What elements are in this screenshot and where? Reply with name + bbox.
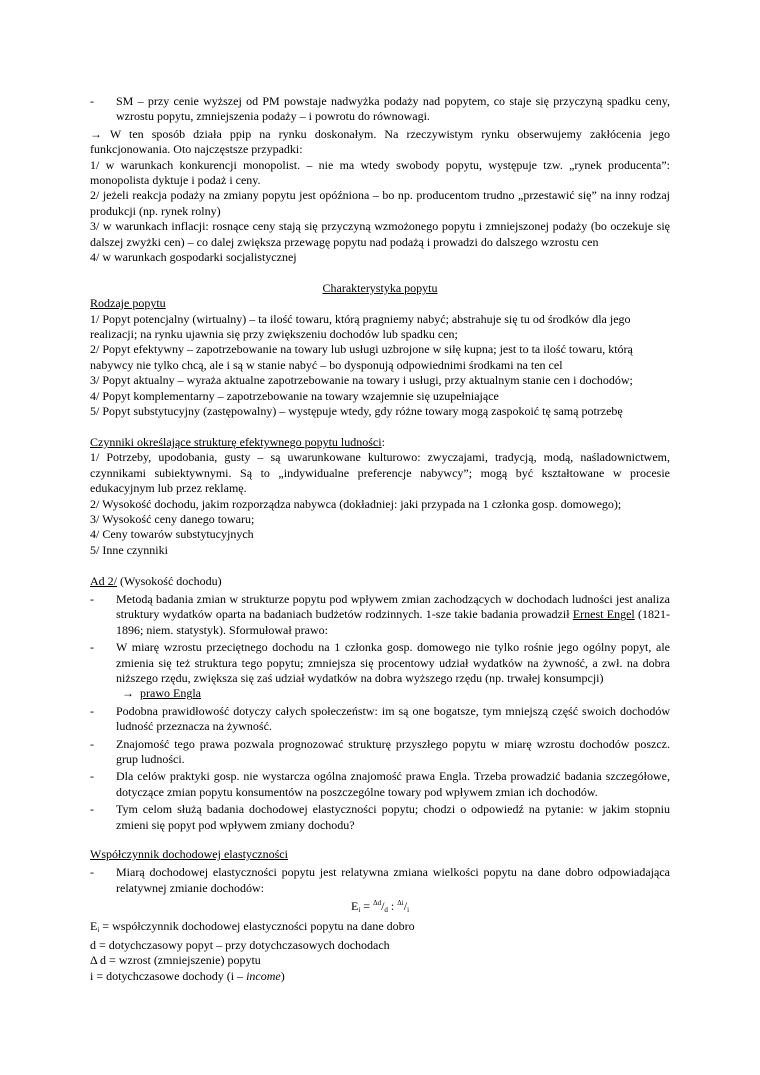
factor-2: 2/ Wysokość dochodu, jakim rozporządza nabywca (dokładniej: jaki przypada na 1 członka gosp. domowego); <box>90 496 622 511</box>
subtitle-rodzaje: Rodzaje popytu <box>90 296 166 311</box>
definition-ei: $E_i$ = współczynnik dochodowej elastyczności popytu na dane dobro <box>90 918 415 934</box>
sm-bullet <box>90 94 670 125</box>
factor-1: 1/ Potrzeby, upodobania, gusty – są uwarunkowane kulturowo: zwyczajami, tradycją, modą, naśladownictwem, czynnikami subiektywnymi. Są to „indywidualne preferencje nabywcy”; mogą być kształtowane w procesie edukacyjnym lub przez reklamę. <box>90 450 670 496</box>
bullet-dash: - <box>90 736 94 751</box>
bullet-dash: - <box>90 703 94 718</box>
case-1: 1/ w warunkach konkurencji monopolist. – nie ma wtedy swobody popytu, występuje tzw. „rynek producenta”: monopolista dyktuje i podaż i ceny. <box>90 157 670 188</box>
ppip-paragraph: → W ten sposób działa ppip na rynku doskonałym. Na rzeczywistym rynku obserwujemy zakłócenia jego funkcjonowania. Oto najczęstsze przypadki: <box>90 126 670 157</box>
type-1: 1/ Popyt potencjalny (wirtualny) – ta ilość towaru, którą pragniemy nabyć; abstrahuje się tu od środków dla jego realizacji; na rynku ujawnia się przy zwiększeniu dochodów lub spadku cen; <box>90 311 631 342</box>
engel-bullet-6: - Tym celom służą badania dochodowej elastyczności popytu; chodzi o odpowiedź na pytanie: w jakim stopniu zmieni się popyt pod wpływem zmiany dochodu? <box>90 802 670 832</box>
bullet-dash: - <box>90 591 94 606</box>
type-4: 4/ Popyt komplementarny – zapotrzebowanie na towary wzajemnie się uzupełniające <box>90 388 499 403</box>
type-5: 5/ Popyt substytucyjny (zastępowalny) – występuje wtedy, gdy różne towary mogą zaspokoić tę samą potrzebę <box>90 404 623 419</box>
engel-law-label: prawo Engla <box>140 686 201 701</box>
factor-5: 5/ Inne czynniki <box>90 542 168 557</box>
engel-name: Ernest Engel <box>572 607 635 622</box>
engel-bullet-3: - Podobna prawidłowość dotyczy całych społeczeństw: im są one bogatsze, tym mniejszą część swoich dochodów ludność przeznacza na żywność. <box>90 703 670 734</box>
engel-bullet-1: - Metodą badania zmian w strukturze popytu pod wpływem zmian zachodzących w dochodach ludności jest analiza struktury wydatków oparta na badaniach budżetów rodzinnych. 1-sze takie badania prowadził Ernest Engel (1821-1896; niem. statystyk). Sformułował prawo: <box>90 591 670 637</box>
engel-bullet-2: - W miarę wzrostu przeciętnego dochodu na 1 członka gosp. domowego nie tylko rośnie jego ogólny popyt, ale zmienia się też struktura tego popytu; zmniejsza się procentowy udział wydatków na żywność, a zwł. na dobra niższego rzędu, zwiększa się zaś udział wydatków na dobra wyższego rzędu (np. trwałej konsumpcji) → prawo Engla <box>90 640 670 701</box>
sm-bullet-text: SM – przy cenie wyższej od PM powstaje nadwyżka podaży nad popytem, co staje się przyczyną spadku ceny, wzrostu popytu, zmniejszenia podaży – i powrotu do równowagi. <box>116 94 670 124</box>
definition-i: i = dotychczasowe dochody (i – income) <box>90 968 285 983</box>
case-4: 4/ w warunkach gospodarki socjalistycznej <box>90 250 297 265</box>
bullet-dash: - <box>90 769 94 784</box>
bullet-dash: - <box>90 865 94 880</box>
factor-4: 4/ Ceny towarów substytucyjnych <box>90 527 254 542</box>
definition-delta-d: Δ d = wzrost (zmniejszenie) popytu <box>90 953 261 968</box>
bullet-dash: - <box>90 802 94 817</box>
elasticity-formula: $E_i = ^{\Delta d}/_d$ : $^{\Delta i}/_i$ <box>350 899 410 915</box>
type-3: 3/ Popyt aktualny – wyraża aktualne zapotrzebowanie na towary i usługi, przy aktualnym stanie cen i dochodów; <box>90 373 633 388</box>
section-title-charakterystyka <box>90 281 670 296</box>
bullet-dash: - <box>90 94 94 108</box>
arrow-glyph: → <box>122 686 134 701</box>
case-3: 3/ w warunkach inflacji: rosnące ceny stają się przyczyną wzmożonego popytu i zmniejszonej podaży (bo oczekuje się dalszej zwyżki cen) – co dalej zwiększa przewagę popytu nad podażą i prowadzi do dalszego wzrostu cen <box>90 219 670 249</box>
document-page <box>90 94 670 984</box>
definition-d: d = dotychczasowy popyt – przy dotychczasowych dochodach <box>90 938 390 953</box>
engel-bullet-4: - Znajomość tego prawa pozwala prognozować strukturę przyszłego popytu w miarę wzrostu dochodów poszcz. grup ludności. <box>90 736 670 767</box>
section-title-text: Charakterystyka popytu <box>322 280 438 295</box>
subtitle-czynniki: Czynniki określające strukturę efektywnego popytu ludności: <box>90 434 385 449</box>
case-2: 2/ jeżeli reakcja podaży na zmiany popytu jest opóźniona – bo np. producentom trudno „przestawić się” na inny rodzaj produkcji (np. rynek rolny) <box>90 188 670 218</box>
engel-bullet-5: - Dla celów praktyki gosp. nie wystarcza ogólna znajomość prawa Engla. Trzeba prowadzić badania szczegółowe, dotyczące zmian popytu konsumentów na poszczególne towary pod wpływem zmian ich dochodów. <box>90 769 670 799</box>
subtitle-ad2: Ad 2/ (Wysokość dochodu) <box>90 573 222 588</box>
bullet-dash: - <box>90 640 94 655</box>
elasticity-bullet: - Miarą dochodowej elastyczności popytu jest relatywna zmiana wielkości popytu na dane dobro odpowiadająca relatywnej zmianie dochodów: <box>90 865 670 895</box>
factor-3: 3/ Wysokość ceny danego towaru; <box>90 511 255 526</box>
subtitle-wspolczynnik: Współczynnik dochodowej elastyczności <box>90 847 288 862</box>
type-2: 2/ Popyt efektywny – zapotrzebowanie na towary lub usługi uzbrojone w siłę kupna; jest to ta ilość towaru, którą nabywcy nie tylko chcą, ale i są w stanie nabyć – bo dysponują odpowiednimi środkami na ten cel <box>90 342 633 372</box>
